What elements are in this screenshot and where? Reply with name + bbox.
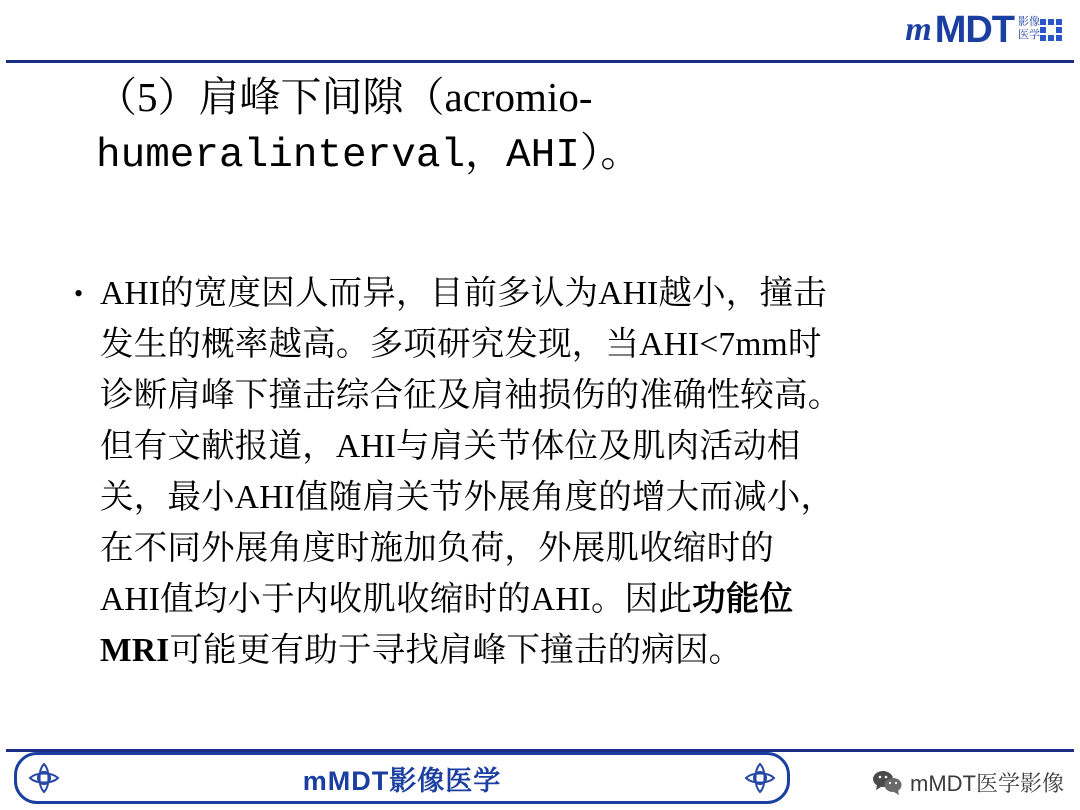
- logo-subtitle-line2: 医学: [1018, 29, 1040, 41]
- footer-banner-text: mMDT影像医学: [302, 765, 502, 796]
- ornament-left-icon: [27, 761, 61, 795]
- bullet-line-final: [100, 625, 841, 676]
- page-title-line-2: humeralinterval，AHI）。: [96, 133, 642, 180]
- slide-header: [0, 0, 1080, 62]
- wechat-credit: [872, 767, 1064, 798]
- bullet-line: 诊断肩峰下撞击综合征及肩袖损伤的准确性较高。: [100, 377, 842, 414]
- wechat-label: mMDT医学影像: [910, 771, 1064, 796]
- ornament-right-icon: [743, 761, 777, 795]
- bullet-line: AHI的宽度因人而异，目前多认为AHI越小，撞击: [100, 275, 827, 312]
- logo-subtitle-line1: 影像: [1018, 16, 1040, 29]
- bullet-line-tail: 可能更有助于寻找肩峰下撞击的病因。: [169, 632, 743, 669]
- bullet-marker: •: [74, 279, 84, 308]
- header-divider: [6, 60, 1074, 63]
- bullet-line-text: AHI值均小于内收肌收缩时的AHI。因此: [100, 581, 693, 618]
- bullet-line-with-emphasis: [100, 574, 841, 625]
- bullet-line: 但有文献报道，AHI与肩关节体位及肌肉活动相: [100, 428, 801, 465]
- wechat-icon: [872, 770, 902, 796]
- bullet-paragraph: [100, 268, 841, 676]
- bullet-line: 关，最小AHI值随肩关节外展角度的增大而减小，: [100, 479, 835, 516]
- logo-m-mark: m: [905, 11, 931, 48]
- page-title-line-1: （5）肩峰下间隙（acromio-: [96, 74, 593, 120]
- page-title: [96, 68, 996, 187]
- footer-banner: [14, 752, 790, 804]
- content-bullet: [74, 268, 1034, 676]
- emphasis-functional-position: 功能位: [692, 581, 794, 618]
- logo-subtitle: [1018, 16, 1040, 43]
- logo-mdt-mark: MDT: [934, 9, 1014, 51]
- bullet-line: 发生的概率越高。多项研究发现，当AHI<7mm时: [100, 326, 822, 363]
- bullet-line: 在不同外展角度时施加负荷，外展肌收缩时的: [100, 530, 774, 567]
- emphasis-mri: MRI: [100, 632, 170, 669]
- mmdt-logo: [905, 6, 1066, 54]
- logo-mosaic-icon: [1040, 19, 1066, 45]
- slide-footer: [0, 748, 1080, 810]
